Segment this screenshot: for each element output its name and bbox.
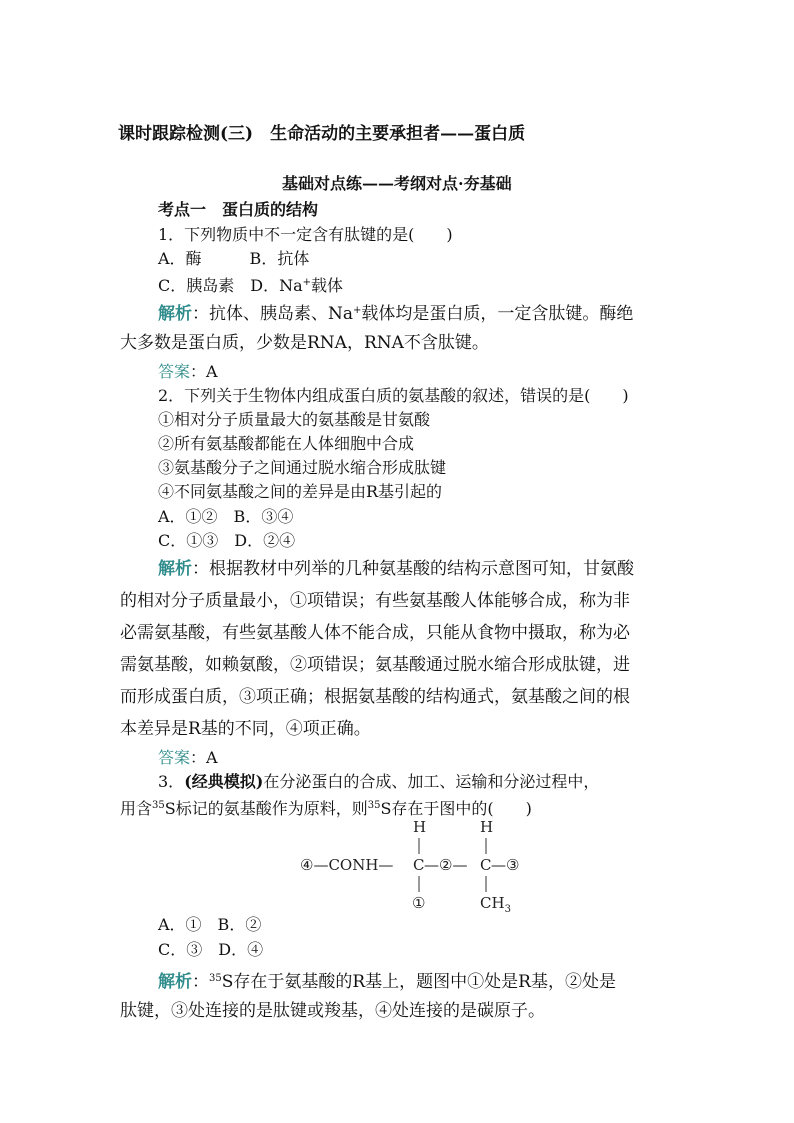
formula-carbon-1: C [413,856,425,874]
q1-options-ab: A．酶 B．抗体 [158,249,310,268]
formula-hydrogen-1: H [413,818,427,836]
analysis-label: 解析 [158,972,192,992]
q2-analysis-line-1: 解析：根据教材中列举的几种氨基酸的结构示意图可知，甘氨酸 [158,559,634,579]
q2-answer: 答案：A [158,748,218,767]
formula-middle-group: —②— [424,856,468,874]
formula-hydrogen-2: H [480,818,494,836]
q2-analysis-line-6: 本差异是R基的不同，④项正确。 [120,719,371,739]
q3-analysis-line-1: 解析：$^{35}$S存在于氨基酸的R基上，题图中①处是R基，②处是 [158,972,616,992]
q2-analysis-line-5: 而形成蛋白质，③项正确；根据氨基酸的结构通式，氨基酸之间的根 [120,687,630,707]
q2-item-1: ①相对分子质量最大的氨基酸是甘氨酸 [158,410,431,429]
q2-options-ab: A．①② B．③④ [158,507,294,526]
q1-analysis-line-1: 解析：抗体、胰岛素、Na+载体均是蛋白质，一定含肽键。酶绝 [158,304,634,324]
q2-options-cd: C．①③ D．②④ [158,531,296,550]
q3-options-ab: A．① B．② [158,915,262,934]
q2-analysis-line-4: 需氨基酸，如赖氨酸，②项错误；氨基酸通过脱水缩合形成肽键，进 [120,655,630,675]
formula-right-group: —③ [491,856,520,874]
q2-analysis-line-2: 的相对分子质量最小，①项错误；有些氨基酸人体能够合成，称为非 [120,591,630,611]
q1-answer: 答案：A [158,362,218,381]
formula-left-group: ④—CONH— [300,856,394,874]
q3-analysis-line-2: 肽键，③处连接的是肽键或羧基，④处连接的是碳原子。 [120,1001,545,1021]
answer-label: 答案 [158,748,191,767]
structural-formula [300,816,540,916]
q3-stem-line-2: 用含$^{35}$S标记的氨基酸作为原料，则$^{35}$S存在于图中的( ) [120,799,532,818]
q1-stem: 1．下列物质中不一定含有肽键的是( ) [158,225,453,244]
analysis-label: 解析 [158,304,192,324]
answer-label: 答案 [158,362,191,381]
q2-item-2: ②所有氨基酸都能在人体细胞中合成 [158,434,415,453]
q2-analysis-line-3: 必需氨基酸，有些氨基酸人体不能合成，只能从食物中摄取，称为必 [120,623,630,643]
q3-stem-line-1: 3．(经典模拟)在分泌蛋白的合成、加工、运输和分泌过程中， [158,772,600,791]
section-title: 基础对点练——考纲对点·夯基础 [282,174,512,193]
q3-options-cd: C．③ D．④ [158,940,264,959]
q1-options-cd: C．胰岛素 D．Na+载体 [158,276,344,295]
formula-carbon-2: C [480,856,492,874]
q2-stem: 2．下列关于生物体内组成蛋白质的氨基酸的叙述，错误的是( ) [158,386,629,405]
formula-r-group-marker: ① [412,894,426,912]
q2-item-3: ③氨基酸分子之间通过脱水缩合形成肽键 [158,458,447,477]
topic-heading: 考点一 蛋白质的结构 [158,200,319,219]
formula-methyl-group: $CH_3$ [480,894,511,915]
q2-item-4: ④不同氨基酸之间的差异是由R基引起的 [158,482,443,501]
page-title: 课时跟踪检测(三) 生命活动的主要承担者——蛋白质 [118,124,526,144]
analysis-label: 解析 [158,559,192,579]
question-source: (经典模拟) [184,772,264,791]
q1-analysis-line-2: 大多数是蛋白质，少数是RNA，RNA不含肽键。 [120,333,489,353]
